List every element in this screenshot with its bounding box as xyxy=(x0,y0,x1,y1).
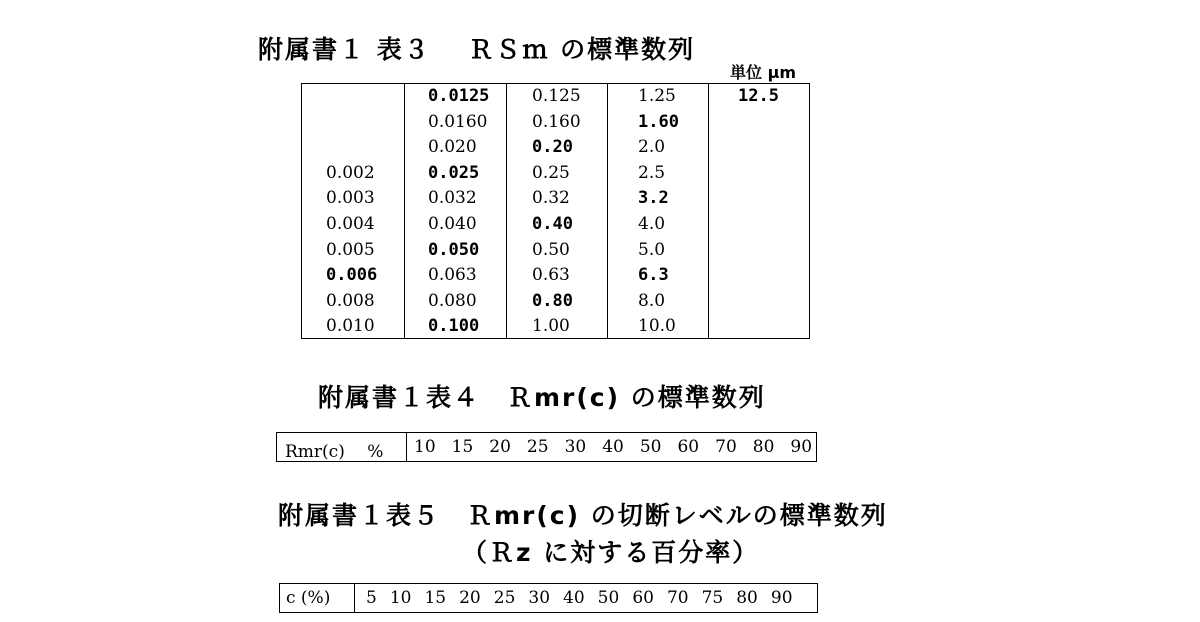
table3-cell: 0.63 xyxy=(532,265,570,286)
table3-cell: 1.25 xyxy=(638,86,676,106)
table3-cell: 0.160 xyxy=(532,111,581,132)
table3-column-divider xyxy=(404,84,405,338)
table3-cell: 0.0125 xyxy=(428,86,490,106)
table3-cell: 0.050 xyxy=(428,239,480,260)
t5-value-cell: 70 xyxy=(666,588,689,608)
t4-value-cell: 25 xyxy=(526,437,549,457)
t4-value-cell: 40 xyxy=(602,437,624,457)
table3-cell: 0.50 xyxy=(532,239,570,260)
t5-value-cell: 80 xyxy=(736,588,758,608)
table3-cell: 0.032 xyxy=(428,188,477,209)
table3-cell: 0.010 xyxy=(326,316,375,337)
t4-value-cell: 20 xyxy=(489,437,511,457)
table3-cell: 0.006 xyxy=(326,265,378,286)
table3-cell: 0.25 xyxy=(532,162,570,183)
table3-cell: 1.60 xyxy=(638,111,679,132)
table3-cell: 0.80 xyxy=(532,290,573,311)
table5-title: 附属書１表５ Ｒmr(c) の切断レベルの標準数列 xyxy=(278,501,888,530)
table3-cell: 0.005 xyxy=(326,239,375,260)
table3-cell: 5.0 xyxy=(638,239,666,260)
table3-cell: 0.004 xyxy=(326,214,375,234)
t4-value-cell: 70 xyxy=(715,437,737,457)
table3-column-divider xyxy=(607,84,608,338)
table3-cell: 0.0160 xyxy=(428,111,488,132)
t4-value-cell: 10 xyxy=(414,437,436,457)
table3-cell: 0.008 xyxy=(326,290,375,311)
t5-value-cell: 75 xyxy=(701,588,724,608)
table3-cell: 0.063 xyxy=(428,265,477,286)
t4-value-cell: 30 xyxy=(564,437,587,457)
table3-cell: 0.40 xyxy=(532,214,573,234)
table3-cell: 0.080 xyxy=(428,290,477,311)
t5-value-cell: 30 xyxy=(528,588,551,608)
t5-value-cell: 90 xyxy=(770,588,793,608)
table5-subtitle: （Ｒz に対する百分率） xyxy=(462,538,760,567)
t5-value-cell: 5 xyxy=(366,588,377,608)
table3-cell: 4.0 xyxy=(638,214,666,234)
table3-cell: 0.020 xyxy=(428,137,477,158)
table3-cell: 0.002 xyxy=(326,162,375,183)
t5-value-cell: 15 xyxy=(424,588,447,608)
table3-title: 附属書１ 表３ ＲＳｍ の標準数列 xyxy=(258,35,696,64)
table3-grid xyxy=(301,83,810,339)
table3-cell: 0.025 xyxy=(428,162,480,183)
table4-divider xyxy=(406,433,407,461)
t5-value-cell: 25 xyxy=(493,588,516,608)
table5-header-cell: c (%) xyxy=(286,588,331,608)
t4-value-cell: 15 xyxy=(451,437,474,457)
table3-cell: 0.100 xyxy=(428,316,480,337)
table5-divider xyxy=(354,584,355,612)
table3-cell: 8.0 xyxy=(638,290,666,311)
t4-value-cell: 60 xyxy=(677,437,700,457)
table3-column-divider xyxy=(506,84,507,338)
t5-value-cell: 20 xyxy=(459,588,481,608)
t4-value-cell: 90 xyxy=(790,437,813,457)
table3-column-divider xyxy=(708,84,709,338)
table3-cell: 2.5 xyxy=(638,162,666,183)
table3-unit-label: 単位 μm xyxy=(730,63,797,82)
table3-cell: 12.5 xyxy=(738,86,779,106)
table4-values xyxy=(414,437,828,457)
table5-grid xyxy=(279,583,818,613)
table3-cell: 0.040 xyxy=(428,214,477,234)
t4-value-cell: 80 xyxy=(752,437,775,457)
table3-cell: 0.003 xyxy=(326,188,375,209)
t4-value-cell: 50 xyxy=(639,437,662,457)
table3-cell: 10.0 xyxy=(638,316,676,337)
table3-cell: 0.32 xyxy=(532,188,570,209)
table3-cell: 1.00 xyxy=(532,316,570,337)
table4-header-cell: Rmr(c) % xyxy=(285,442,384,462)
t5-value-cell: 60 xyxy=(632,588,654,608)
t5-value-cell: 10 xyxy=(389,588,412,608)
table5-values xyxy=(366,588,806,608)
table3-cell: 0.20 xyxy=(532,137,573,158)
table3-cell: 3.2 xyxy=(638,188,669,209)
table4-title: 附属書１表４ Ｒmr(c) の標準数列 xyxy=(318,383,766,412)
table3-cell: 2.0 xyxy=(638,137,666,158)
table3-cell: 6.3 xyxy=(638,265,669,286)
table4-grid xyxy=(276,432,817,462)
t5-value-cell: 40 xyxy=(563,588,585,608)
t5-value-cell: 50 xyxy=(597,588,620,608)
table3-cell: 0.125 xyxy=(532,86,581,106)
